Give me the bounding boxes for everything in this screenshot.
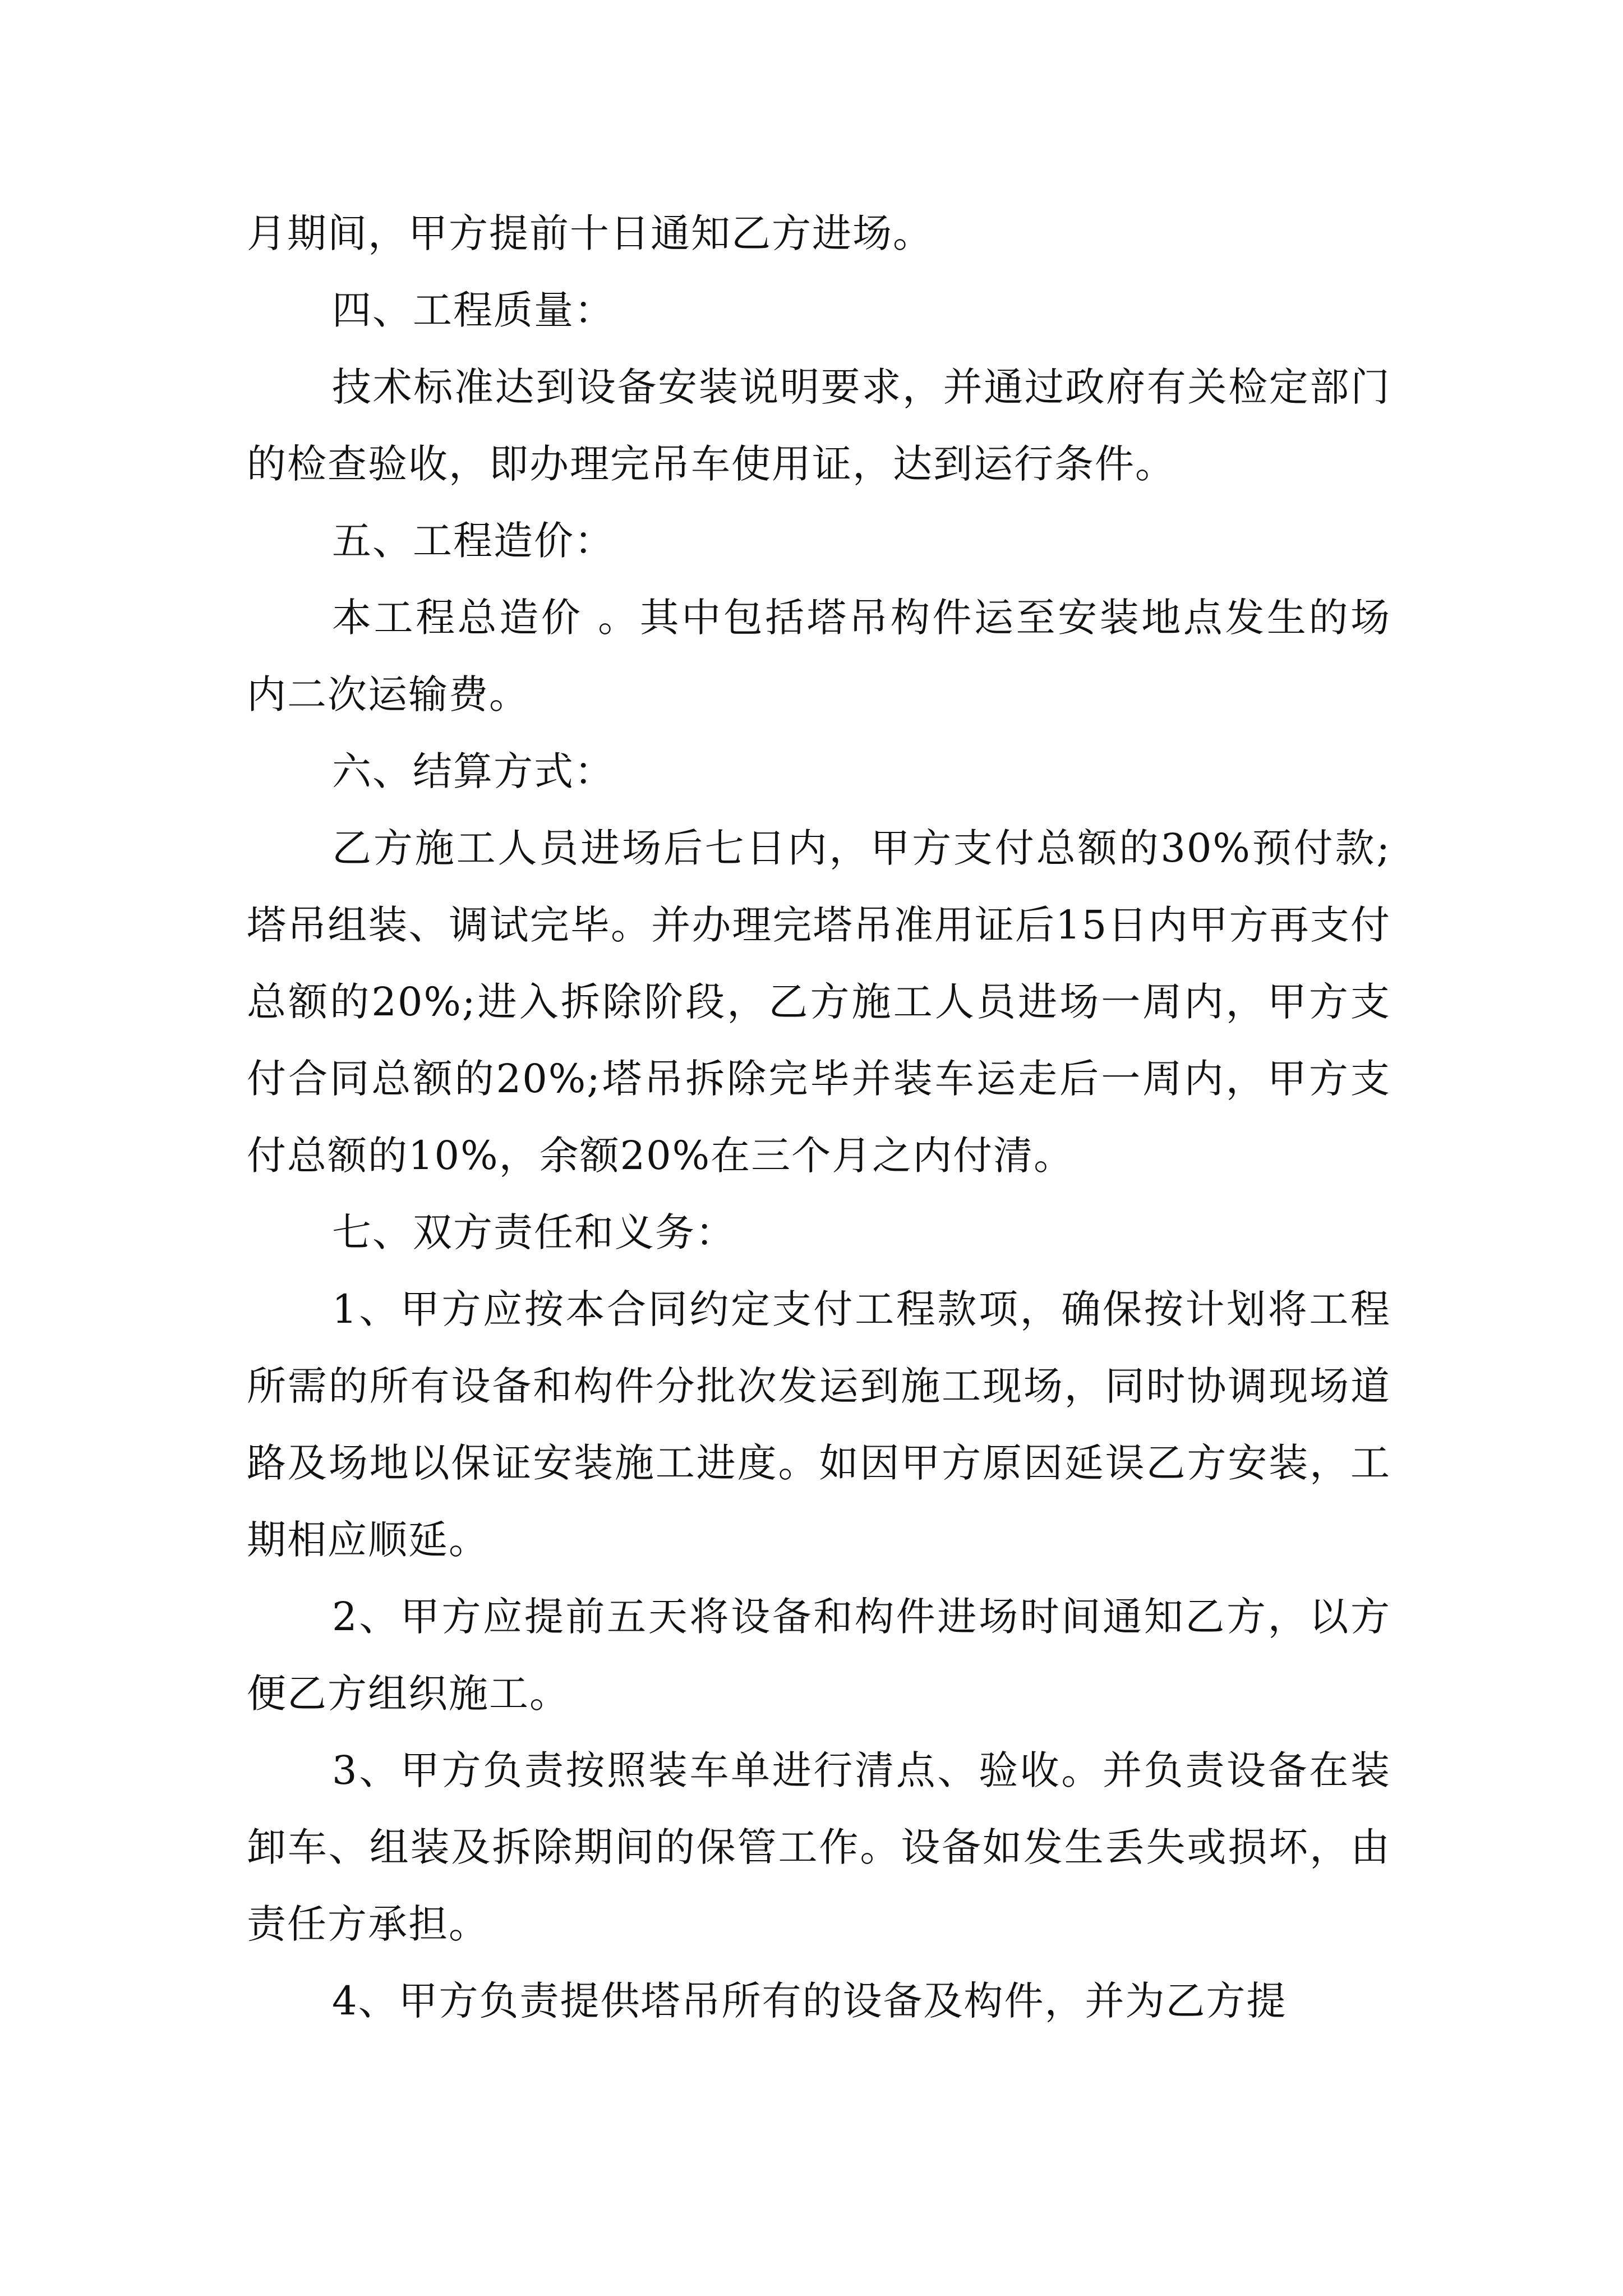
heading-responsibilities: 七、双方责任和义务：	[332, 1209, 736, 1255]
paragraph-item-2: 2、甲方应提前五天将设备和构件进场时间通知乙方，以方便乙方组织施工。	[247, 1594, 1391, 1717]
paragraph-cost: 本工程总造价 。其中包括塔吊构件运至安装地点发生的场内二次运输费。	[247, 595, 1391, 717]
heading-cost: 五、工程造价：	[332, 518, 615, 564]
paragraph-quality: 技术标准达到设备安装说明要求，并通过政府有关检定部门的检查验收，即办理完吊车使用证，达到运行条件。	[247, 364, 1391, 487]
heading-quality: 四、工程质量：	[332, 287, 615, 333]
paragraph-item-4: 4、甲方负责提供塔吊所有的设备及构件，并为乙方提	[332, 1978, 1287, 2024]
paragraph-item-3: 3、甲方负责按照装车单进行清点、验收。并负责设备在装卸车、组装及拆除期间的保管工作。设备如发生丢失或损坏，由责任方承担。	[247, 1747, 1391, 1947]
paragraph-item-1: 1、甲方应按本合同约定支付工程款项，确保按计划将工程所需的所有设备和构件分批次发运到施工现场，同时协调现场道路及场地以保证安装施工进度。如因甲方原因延误乙方安装，工期相应顺延。	[247, 1286, 1391, 1563]
document-body	[247, 195, 1391, 2040]
heading-settlement: 六、结算方式：	[332, 748, 615, 794]
paragraph-period-notice: 月期间，甲方提前十日通知乙方进场。	[247, 210, 933, 256]
paragraph-settlement: 乙方施工人员进场后七日内，甲方支付总额的30%预付款;塔吊组装、调试完毕。并办理完塔吊准用证后15日内甲方再支付总额的20%;进入拆除阶段，乙方施工人员进场一周内，甲方支付合同总额的20%;塔吊拆除完毕并装车运走后一周内，甲方支付总额的10%，余额20%在三个月之内付清。	[247, 825, 1391, 1179]
